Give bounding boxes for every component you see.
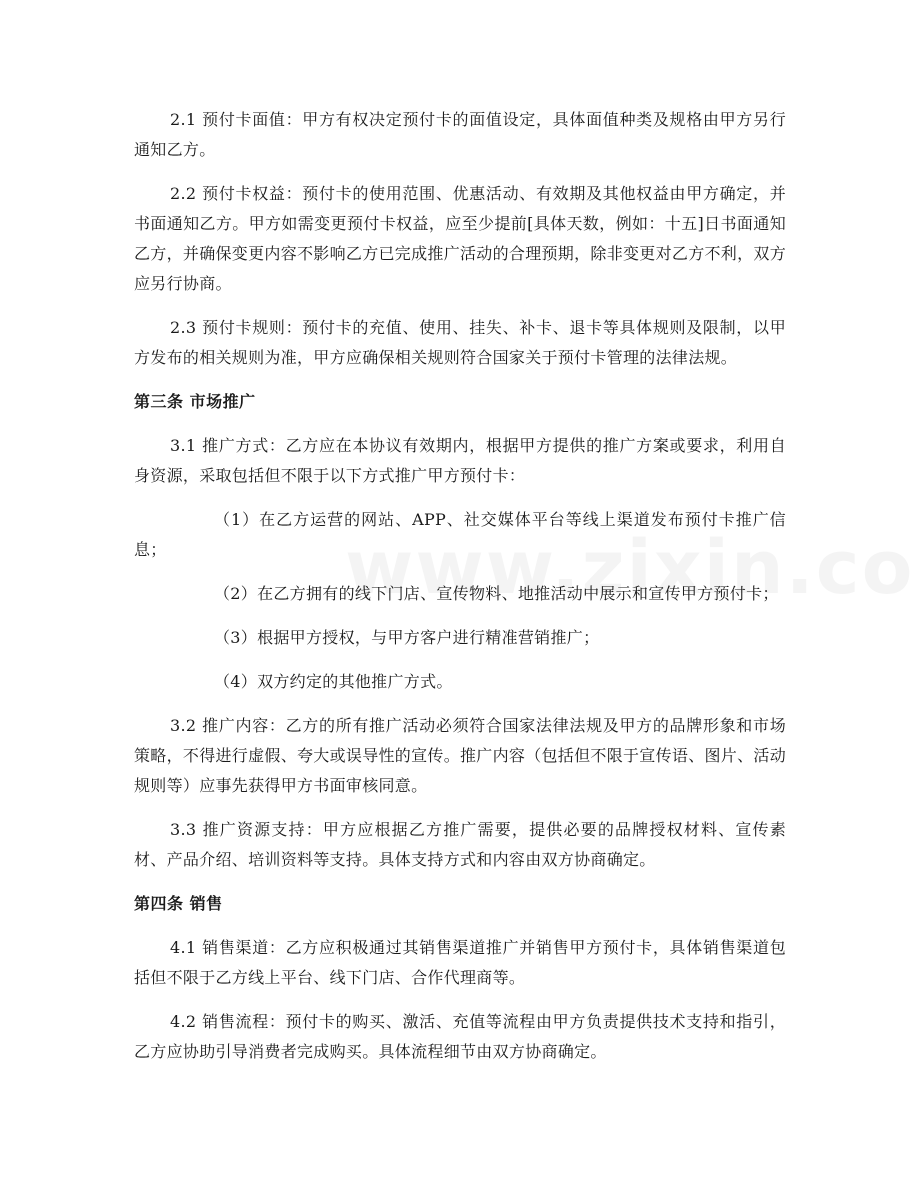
clause-3-2: 3.2 推广内容：乙方的所有推广活动必须符合国家法律法规及甲方的品牌形象和市场策略，不得进行虚假、夸大或误导性的宣传。推广内容（包括但不限于宣传语、图片、活动规则等）应事先获得甲方书面审核同意。	[134, 716, 787, 795]
list-item-2: （2）在乙方拥有的线下门店、宣传物料、地推活动中展示和宣传甲方预付卡；	[214, 584, 779, 603]
document-body	[134, 105, 786, 1081]
list-item-1: （1）在乙方运营的网站、APP、社交媒体平台等线上渠道发布预付卡推广信息；	[134, 510, 786, 559]
article-3-heading: 第三条 市场推广	[134, 392, 256, 411]
clause-4-1: 4.1 销售渠道：乙方应积极通过其销售渠道推广并销售甲方预付卡，具体销售渠道包括但不限于乙方线上平台、线下门店、合作代理商等。	[134, 938, 786, 987]
clause-4-2: 4.2 销售流程：预付卡的购买、激活、充值等流程由甲方负责提供技术支持和指引，乙方应协助引导消费者完成购买。具体流程细节由双方协商确定。	[134, 1012, 786, 1061]
clause-2-3: 2.3 预付卡规则：预付卡的充值、使用、挂失、补卡、退卡等具体规则及限制，以甲方发布的相关规则为准，甲方应确保相关规则符合国家关于预付卡管理的法律法规。	[134, 318, 786, 367]
clause-2-1: 2.1 预付卡面值：甲方有权决定预付卡的面值设定，具体面值种类及规格由甲方另行通知乙方。	[134, 110, 786, 159]
clause-3-3: 3.3 推广资源支持：甲方应根据乙方推广需要，提供必要的品牌授权材料、宣传素材、产品介绍、培训资料等支持。具体支持方式和内容由双方协商确定。	[134, 820, 786, 869]
list-item-4: （4）双方约定的其他推广方式。	[214, 672, 453, 691]
article-4-heading: 第四条 销售	[134, 894, 223, 913]
list-item-3: （3）根据甲方授权，与甲方客户进行精准营销推广；	[214, 628, 600, 647]
clause-3-1: 3.1 推广方式：乙方应在本协议有效期内，根据甲方提供的推广方案或要求，利用自身资源，采取包括但不限于以下方式推广甲方预付卡：	[134, 436, 786, 485]
clause-2-2: 2.2 预付卡权益：预付卡的使用范围、优惠活动、有效期及其他权益由甲方确定，并书面通知乙方。甲方如需变更预付卡权益，应至少提前[具体天数，例如：十五]日书面通知乙方，并确保变更内容不影响乙方已完成推广活动的合理预期，除非变更对乙方不利，双方应另行协商。	[134, 184, 787, 293]
